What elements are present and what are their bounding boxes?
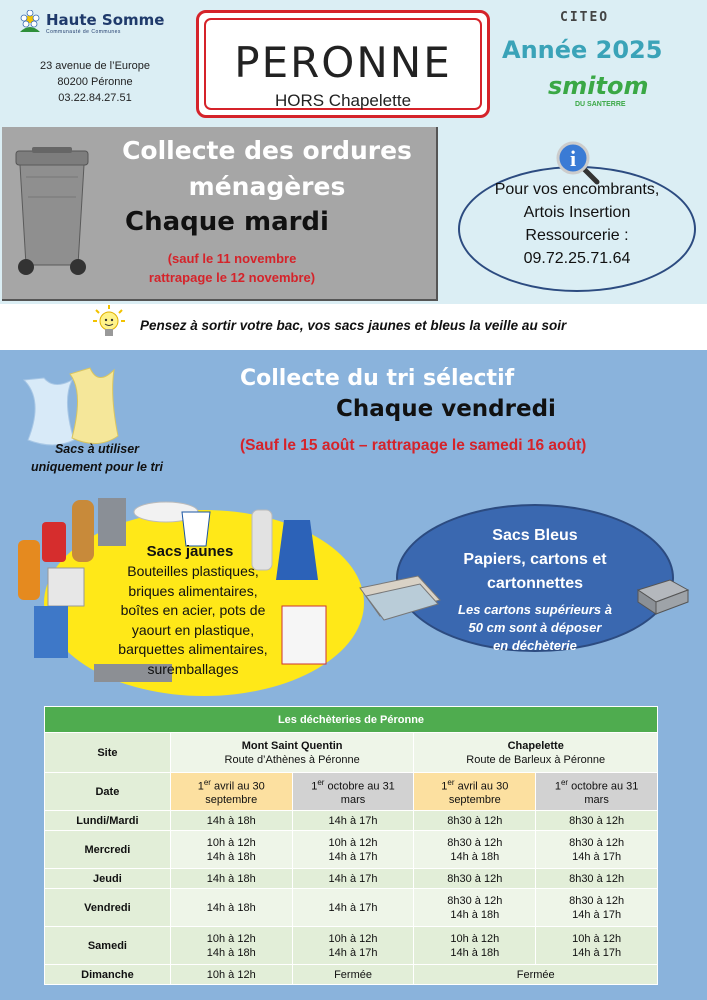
ordures-day: Chaque mardi <box>125 207 329 237</box>
address-city: 80200 Péronne <box>57 76 133 88</box>
site2-name: Chapelette <box>507 739 564 752</box>
sacs-jaunes-item: yaourt en plastique, <box>131 621 255 638</box>
ordures-title-line2: ménagères <box>188 172 346 201</box>
day-label: Mercredi <box>45 831 171 869</box>
period-summer <box>170 773 292 811</box>
period-winter-text: octobre au 31 <box>324 780 395 793</box>
day-label: Samedi <box>45 927 171 965</box>
address-phone: 03.22.84.27.51 <box>58 92 132 104</box>
period-summer-text: avril au 30 <box>454 780 509 793</box>
logo-subtitle: Communauté de Communes <box>46 29 121 35</box>
site1-cell <box>170 733 414 773</box>
citeo-logo: CITEO <box>560 10 610 25</box>
period-winter-day: 1 <box>554 780 561 793</box>
sunday-site1-winter: Fermée <box>292 965 414 985</box>
hours-line: 8h30 à 12h <box>447 836 503 849</box>
hours-line: 14h à 18h <box>450 850 500 863</box>
lightbulb-icon <box>92 304 126 340</box>
hours-line: 8h30 à 12h <box>447 894 503 907</box>
hours-line: 14h à 17h <box>328 901 378 914</box>
period-summer <box>414 773 536 811</box>
sacs-bleus-title-line: cartonnettes <box>486 575 584 592</box>
period-winter-end: mars <box>340 794 366 807</box>
sunday-site2: Fermée <box>414 965 658 985</box>
city-name: PERONNE <box>234 38 452 87</box>
hours-cell <box>414 811 536 831</box>
sacs-jaunes-item: boîtes en acier, pots de <box>120 602 266 618</box>
sacs-jaunes-item: Bouteilles plastiques, <box>127 563 259 579</box>
hours-line: 8h30 à 12h <box>569 836 625 849</box>
hours-cell <box>292 889 414 927</box>
hours-cell <box>170 927 292 965</box>
table-row <box>45 831 658 869</box>
sacs-jaunes-list <box>108 562 278 679</box>
hours-cell <box>536 869 658 889</box>
hours-line: 14h à 17h <box>572 946 622 959</box>
hours-cell <box>170 869 292 889</box>
tri-exception: (Sauf le 15 août – rattrapage le samedi 16 août) <box>240 437 587 454</box>
hours-cell <box>292 869 414 889</box>
tri-title: Collecte du tri sélectif <box>240 366 515 391</box>
sacs-bleus-note-line: 50 cm sont à déposer <box>468 620 602 635</box>
hours-cell <box>536 889 658 927</box>
sunday-label: Dimanche <box>45 965 171 985</box>
logo <box>18 10 168 36</box>
period-winter-sup: er <box>560 777 569 787</box>
smitom-logo: smitom <box>548 72 649 100</box>
sacs-jaunes-item: barquettes alimentaires, <box>118 641 268 657</box>
date-label: Date <box>45 773 171 811</box>
city-sign <box>196 10 490 118</box>
hours-cell <box>536 811 658 831</box>
hours-cell <box>414 889 536 927</box>
ordures-panel <box>2 127 438 301</box>
site2-cell <box>414 733 658 773</box>
address <box>20 58 170 106</box>
svg-text:i: i <box>569 146 577 171</box>
sacs-bleus-note-line: en déchèterie <box>493 638 577 653</box>
wheelie-bin-icon <box>12 147 92 277</box>
period-summer-end: septembre <box>205 794 258 807</box>
hours-cell <box>292 927 414 965</box>
hours-line: 10h à 12h <box>206 836 256 849</box>
period-winter <box>536 773 658 811</box>
period-summer-end: septembre <box>448 794 501 807</box>
hours-line: 14h à 18h <box>206 850 256 863</box>
sacs-jaunes-title: Sacs jaunes <box>146 543 234 560</box>
ordures-exception-line1: (sauf le 11 novembre <box>167 251 297 266</box>
hours-cell <box>292 831 414 869</box>
day-label: Lundi/Mardi <box>45 811 171 831</box>
sunday-site1-summer: 10h à 12h <box>170 965 292 985</box>
hours-line: 14h à 18h <box>450 908 500 921</box>
hours-cell <box>170 889 292 927</box>
hours-line: 14h à 17h <box>328 946 378 959</box>
hours-line: 14h à 18h <box>450 946 500 959</box>
hours-cell <box>292 811 414 831</box>
site-label: Site <box>45 733 171 773</box>
site2-address: Route de Barleux à Péronne <box>466 753 606 766</box>
hours-line: 8h30 à 12h <box>447 872 503 885</box>
tri-day: Chaque vendredi <box>336 396 556 422</box>
period-summer-sup: er <box>203 777 211 787</box>
table-row <box>45 889 658 927</box>
hours-line: 10h à 12h <box>450 932 500 945</box>
hours-line: 14h à 18h <box>206 901 256 914</box>
sacs-note <box>12 440 182 476</box>
flower-logo-icon <box>18 10 42 36</box>
sacs-bleus-note-line: Les cartons supérieurs à <box>458 602 612 617</box>
ordures-exception-line2: rattrapage le 12 novembre) <box>148 270 316 285</box>
info-phone: 09.72.25.71.64 <box>523 250 631 267</box>
hours-cell <box>536 927 658 965</box>
ordures-exception <box>112 249 352 287</box>
hours-line: 8h30 à 12h <box>569 894 625 907</box>
hours-line: 14h à 17h <box>328 850 378 863</box>
day-label: Vendredi <box>45 889 171 927</box>
site1-name: Mont Saint Quentin <box>241 739 343 752</box>
hours-cell <box>536 831 658 869</box>
logo-title: Haute Somme <box>46 11 165 29</box>
recycling-bags-icon <box>14 360 124 448</box>
hours-cell <box>170 811 292 831</box>
reminder-text: Pensez à sortir votre bac, vos sacs jaunes et bleus la veille au soir <box>140 318 567 333</box>
table-row <box>45 927 658 965</box>
hours-line: 14h à 17h <box>328 872 378 885</box>
sacs-note-line2: uniquement pour le tri <box>31 460 163 474</box>
hours-line: 10h à 12h <box>572 932 622 945</box>
table-row <box>45 869 658 889</box>
info-line1: Pour vos encombrants, <box>494 181 660 198</box>
period-winter-end: mars <box>584 794 609 807</box>
period-summer-text: avril au 30 <box>210 780 265 793</box>
sacs-bleus-title <box>430 524 640 596</box>
period-winter-text: octobre au 31 <box>568 780 639 793</box>
sacs-note-line1: Sacs à utiliser <box>54 442 140 456</box>
hours-line: 10h à 12h <box>328 932 378 945</box>
hours-cell <box>414 831 536 869</box>
decheteries-table <box>44 706 658 985</box>
hours-line: 14h à 17h <box>572 850 622 863</box>
period-winter-day: 1 <box>311 780 318 793</box>
table-row <box>45 811 658 831</box>
info-magnifier-icon <box>555 140 601 186</box>
hours-line: 10h à 12h <box>206 932 256 945</box>
period-summer-day: 1 <box>197 780 204 793</box>
hours-line: 10h à 12h <box>328 836 378 849</box>
ordures-title <box>102 133 432 205</box>
year-title: Année 2025 <box>502 36 663 64</box>
period-winter <box>292 773 414 811</box>
sacs-bleus-note <box>430 601 640 655</box>
hours-line: 8h30 à 12h <box>569 814 625 827</box>
period-summer-sup: er <box>447 777 455 787</box>
sacs-bleus-title-line: Sacs Bleus <box>492 527 578 544</box>
hours-line: 14h à 18h <box>206 872 256 885</box>
sacs-jaunes-item: briques alimentaires, <box>128 582 258 599</box>
address-street: 23 avenue de l’Europe <box>39 60 151 72</box>
smitom-subtitle: DU SANTERRE <box>575 101 626 108</box>
hours-cell <box>414 927 536 965</box>
ordures-title-line1: Collecte des ordures <box>122 136 412 165</box>
hours-line: 8h30 à 12h <box>569 872 625 885</box>
sacs-jaunes-item: suremballages <box>147 660 239 677</box>
hours-line: 8h30 à 12h <box>447 814 503 827</box>
sacs-bleus-title-line: Papiers, cartons et <box>463 551 607 568</box>
hours-cell <box>414 869 536 889</box>
period-winter-sup: er <box>317 777 325 787</box>
hours-line: 14h à 18h <box>206 946 256 959</box>
table-title: Les déchèteries de Péronne <box>45 707 658 733</box>
city-subtitle: HORS Chapelette <box>274 91 412 110</box>
info-line3: Ressourcerie : <box>525 227 629 244</box>
cardboard-box-icon <box>634 576 690 616</box>
site1-address: Route d’Athènes à Péronne <box>224 753 360 766</box>
hours-line: 14h à 17h <box>572 908 622 921</box>
info-line2: Artois Insertion <box>523 204 631 221</box>
hours-line: 14h à 18h <box>206 814 256 827</box>
day-label: Jeudi <box>45 869 171 889</box>
hours-cell <box>170 831 292 869</box>
hours-line: 14h à 17h <box>328 814 378 827</box>
period-summer-day: 1 <box>441 780 448 793</box>
